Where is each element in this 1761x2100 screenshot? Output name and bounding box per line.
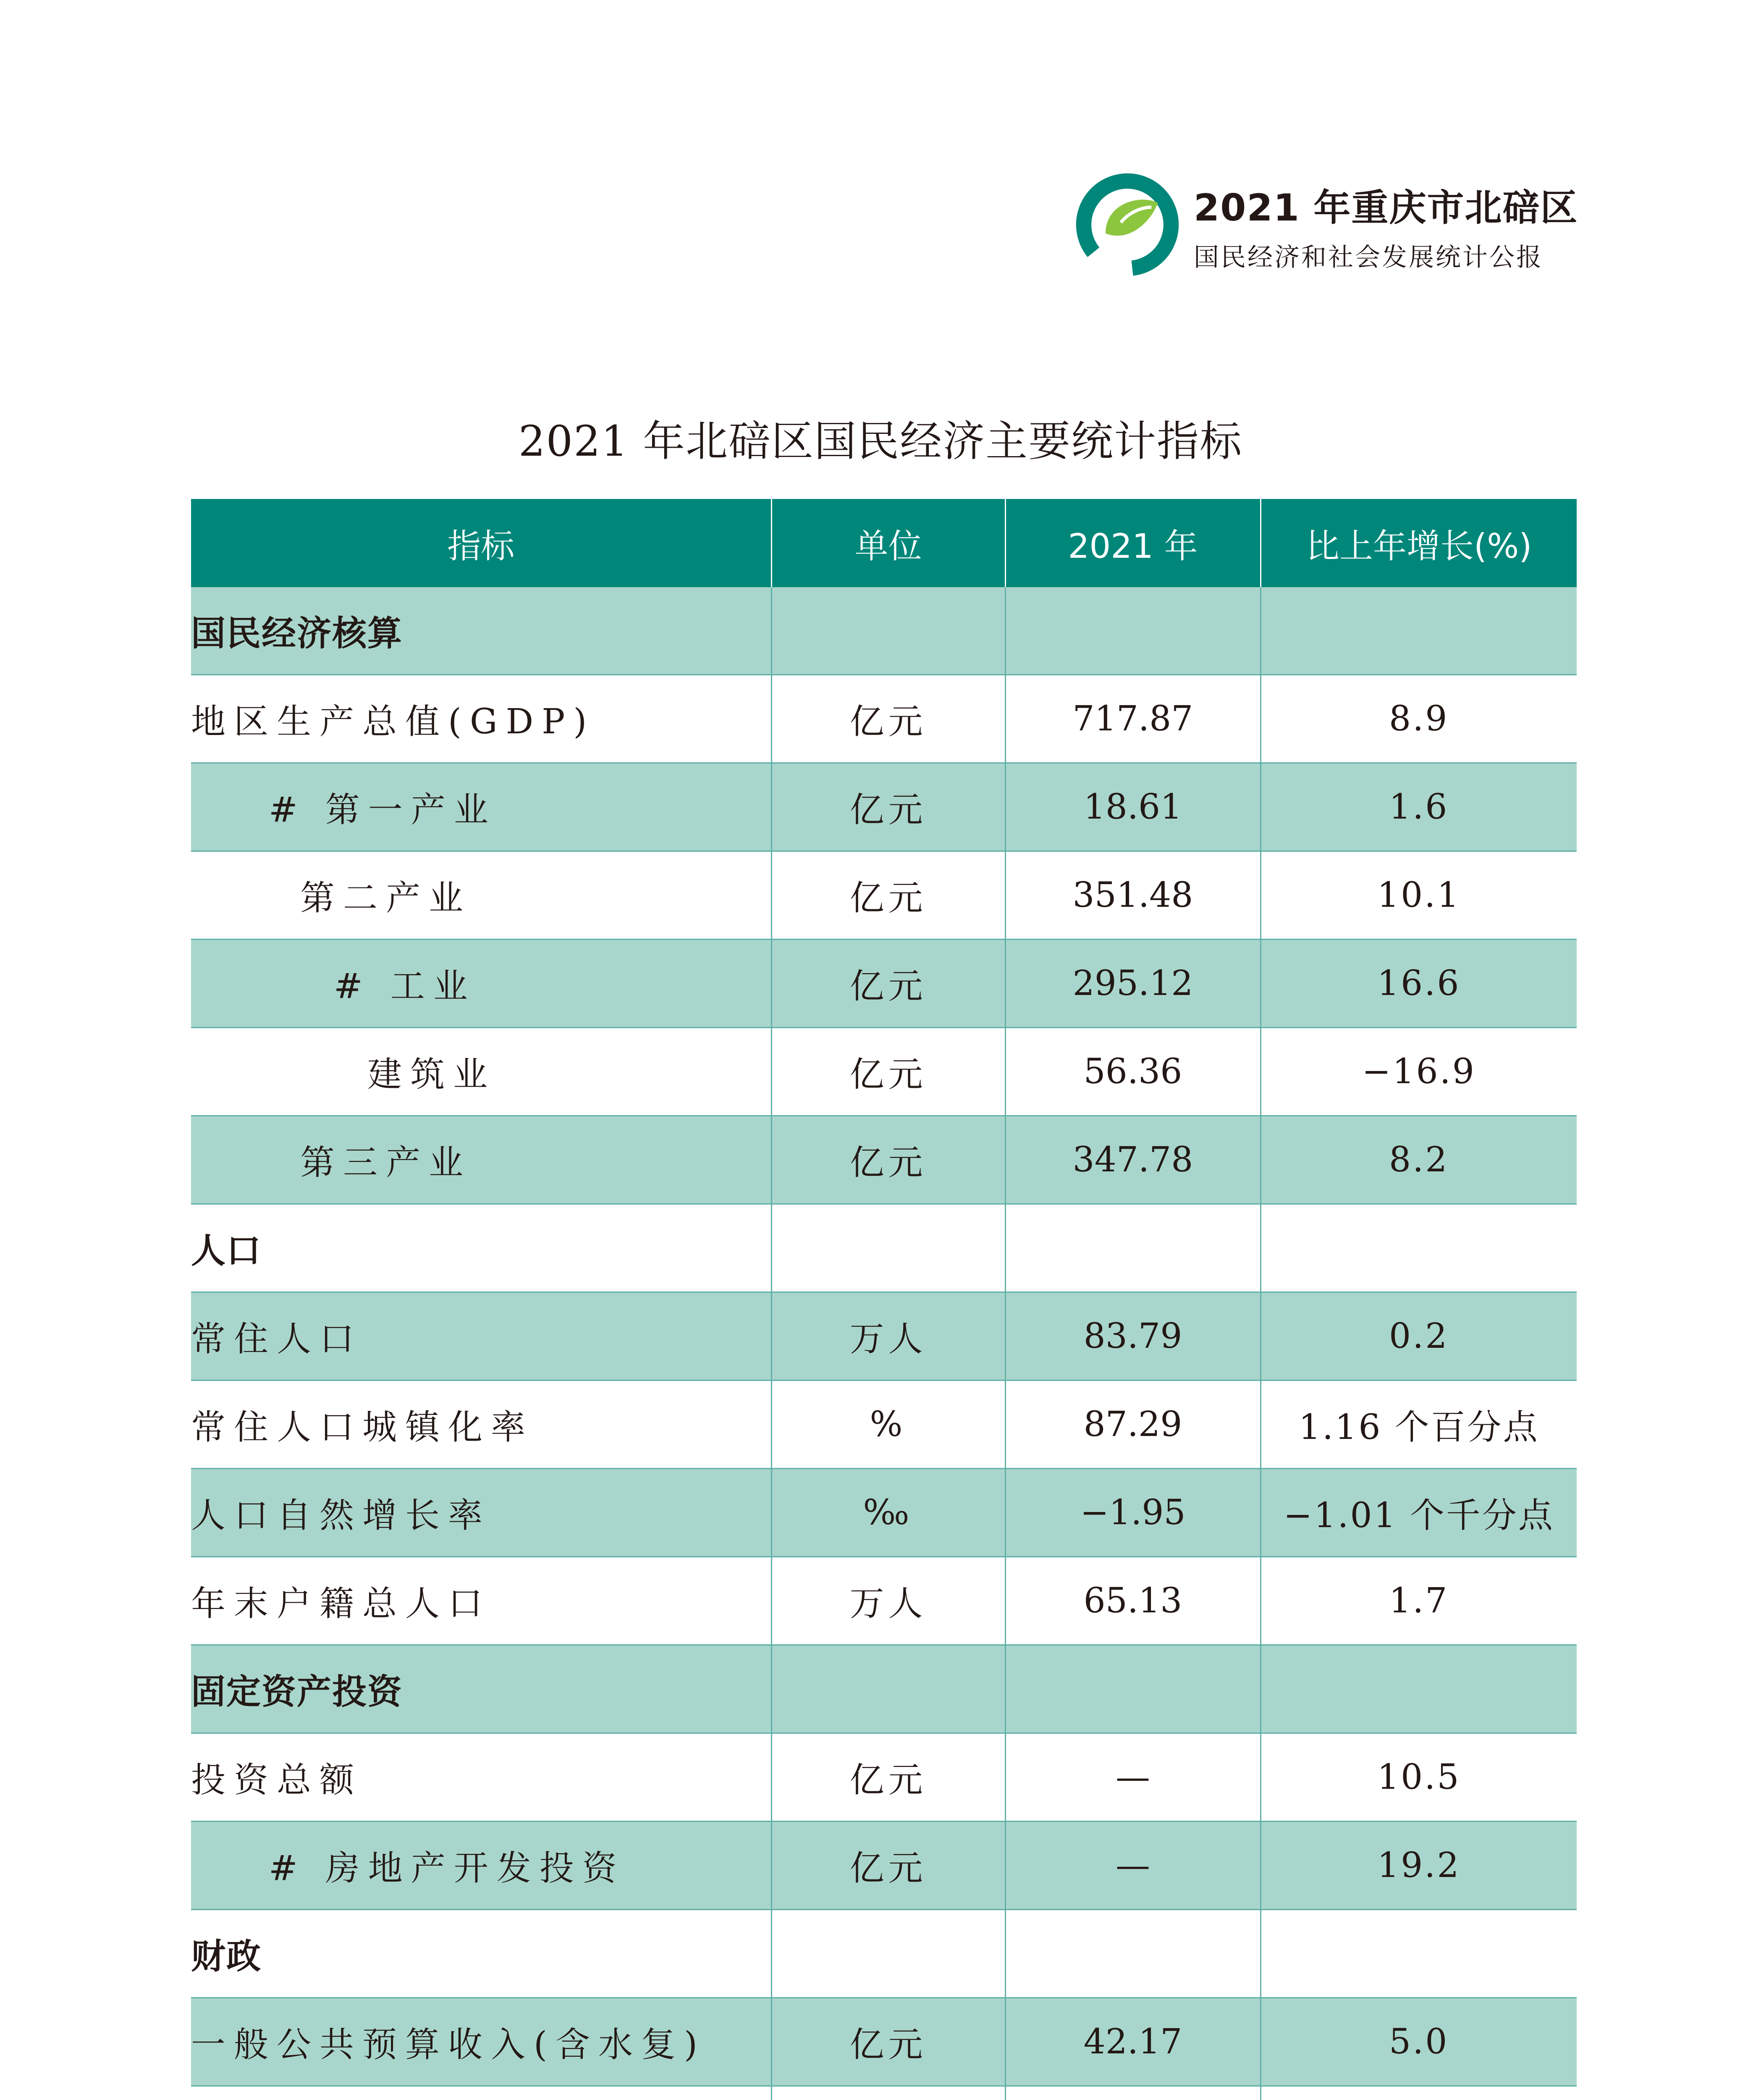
- unit-cell: [771, 587, 1005, 675]
- table-row: [191, 763, 1577, 851]
- unit-cell: [771, 1645, 1005, 1733]
- indicator-label: 人口自然增长率: [191, 1469, 771, 1557]
- change-cell: 16.6: [1260, 940, 1577, 1028]
- column-header-unit: 单位: [771, 499, 1005, 587]
- change-cell: [1260, 1645, 1577, 1733]
- table-header-row: [191, 499, 1577, 587]
- change-cell: 1.7: [1260, 1557, 1577, 1645]
- indicator-label: [191, 2086, 771, 2100]
- page-title: 2021 年北碚区国民经济主要统计指标: [518, 417, 1243, 466]
- value-cell: [1005, 587, 1260, 675]
- change-cell: 1.6: [1260, 763, 1577, 851]
- value-cell: 347.78: [1005, 1116, 1260, 1204]
- change-cell: 5.0: [1260, 1998, 1577, 2086]
- header-subtitle: 国民经济和社会发展统计公报: [1194, 243, 1543, 272]
- unit-cell: 亿元: [771, 1116, 1005, 1204]
- table-row: [191, 1910, 1577, 1998]
- change-cell: 10.1: [1260, 851, 1577, 940]
- table-row: [191, 851, 1577, 940]
- unit-cell: ‰: [771, 1469, 1005, 1557]
- table-row: [191, 1998, 1577, 2086]
- indicator-label: # 第一产业: [191, 763, 771, 851]
- table-row: [191, 1116, 1577, 1204]
- unit-cell: [771, 1910, 1005, 1998]
- indicator-label: 常住人口: [191, 1292, 771, 1381]
- change-cell: [1260, 2086, 1577, 2100]
- table-row: [191, 940, 1577, 1028]
- change-cell: 0.2: [1260, 1292, 1577, 1381]
- value-cell: 717.87: [1005, 675, 1260, 763]
- change-cell: [1260, 1910, 1577, 1998]
- table-row: [191, 1733, 1577, 1822]
- statistics-table: [191, 499, 1577, 2100]
- value-cell: −1.95: [1005, 1469, 1260, 1557]
- value-cell: 351.48: [1005, 851, 1260, 940]
- change-cell: 19.2: [1260, 1822, 1577, 1910]
- unit-cell: 亿元: [771, 763, 1005, 851]
- value-cell: 65.13: [1005, 1557, 1260, 1645]
- value-cell: 56.36: [1005, 1028, 1260, 1116]
- unit-cell: 亿元: [771, 1998, 1005, 2086]
- table-row: [191, 1822, 1577, 1910]
- value-cell: [1005, 1204, 1260, 1292]
- change-cell: 8.2: [1260, 1116, 1577, 1204]
- table-row: [191, 1557, 1577, 1645]
- unit-cell: 亿元: [771, 1733, 1005, 1822]
- table-row: [191, 1645, 1577, 1733]
- unit-cell: 亿元: [771, 851, 1005, 940]
- unit-cell: 亿元: [771, 940, 1005, 1028]
- unit-cell: 万人: [771, 1292, 1005, 1381]
- indicator-label: 一般公共预算收入(含水复): [191, 1998, 771, 2086]
- change-cell: 8.9: [1260, 675, 1577, 763]
- unit-cell: 万人: [771, 1557, 1005, 1645]
- table-row: [191, 1292, 1577, 1381]
- value-cell: —: [1005, 1822, 1260, 1910]
- column-header-change: 比上年增长(%): [1260, 499, 1577, 587]
- header-title: 2021 年重庆市北碚区: [1194, 186, 1578, 229]
- indicator-label: 第三产业: [191, 1116, 771, 1204]
- category-label: 人口: [191, 1204, 771, 1292]
- table-row: [191, 1469, 1577, 1557]
- indicator-label: 建筑业: [191, 1028, 771, 1116]
- category-label: 财政: [191, 1910, 771, 1998]
- unit-cell: [771, 1204, 1005, 1292]
- indicator-label: 第二产业: [191, 851, 771, 940]
- value-cell: [1005, 1645, 1260, 1733]
- indicator-label: # 房地产开发投资: [191, 1822, 771, 1910]
- column-header-indicator: 指标: [191, 499, 771, 587]
- unit-cell: %: [771, 1381, 1005, 1469]
- change-cell: −16.9: [1260, 1028, 1577, 1116]
- change-cell: [1260, 1204, 1577, 1292]
- value-cell: —: [1005, 1733, 1260, 1822]
- unit-cell: 亿元: [771, 1028, 1005, 1116]
- indicator-label: 常住人口城镇化率: [191, 1381, 771, 1469]
- column-header-year: 2021 年: [1005, 499, 1260, 587]
- unit-cell: [771, 2086, 1005, 2100]
- table-row: [191, 2086, 1577, 2100]
- category-label: 国民经济核算: [191, 587, 771, 675]
- value-cell: 87.29: [1005, 1381, 1260, 1469]
- unit-cell: 亿元: [771, 675, 1005, 763]
- indicator-label: # 工业: [191, 940, 771, 1028]
- table-row: [191, 1381, 1577, 1469]
- change-cell: −1.01 个千分点: [1260, 1469, 1577, 1557]
- bulletin-logo-icon: [1073, 170, 1182, 279]
- indicator-label: 投资总额: [191, 1733, 771, 1822]
- change-cell: 1.16 个百分点: [1260, 1381, 1577, 1469]
- value-cell: 42.17: [1005, 1998, 1260, 2086]
- value-cell: 295.12: [1005, 940, 1260, 1028]
- table-row: [191, 587, 1577, 675]
- change-cell: [1260, 587, 1577, 675]
- unit-cell: 亿元: [771, 1822, 1005, 1910]
- value-cell: 18.61: [1005, 763, 1260, 851]
- table-row: [191, 675, 1577, 763]
- indicator-label: 年末户籍总人口: [191, 1557, 771, 1645]
- value-cell: 83.79: [1005, 1292, 1260, 1381]
- change-cell: 10.5: [1260, 1733, 1577, 1822]
- value-cell: [1005, 2086, 1260, 2100]
- table-row: [191, 1204, 1577, 1292]
- indicator-label: 地区生产总值(GDP): [191, 675, 771, 763]
- category-label: 固定资产投资: [191, 1645, 771, 1733]
- table-row: [191, 1028, 1577, 1116]
- value-cell: [1005, 1910, 1260, 1998]
